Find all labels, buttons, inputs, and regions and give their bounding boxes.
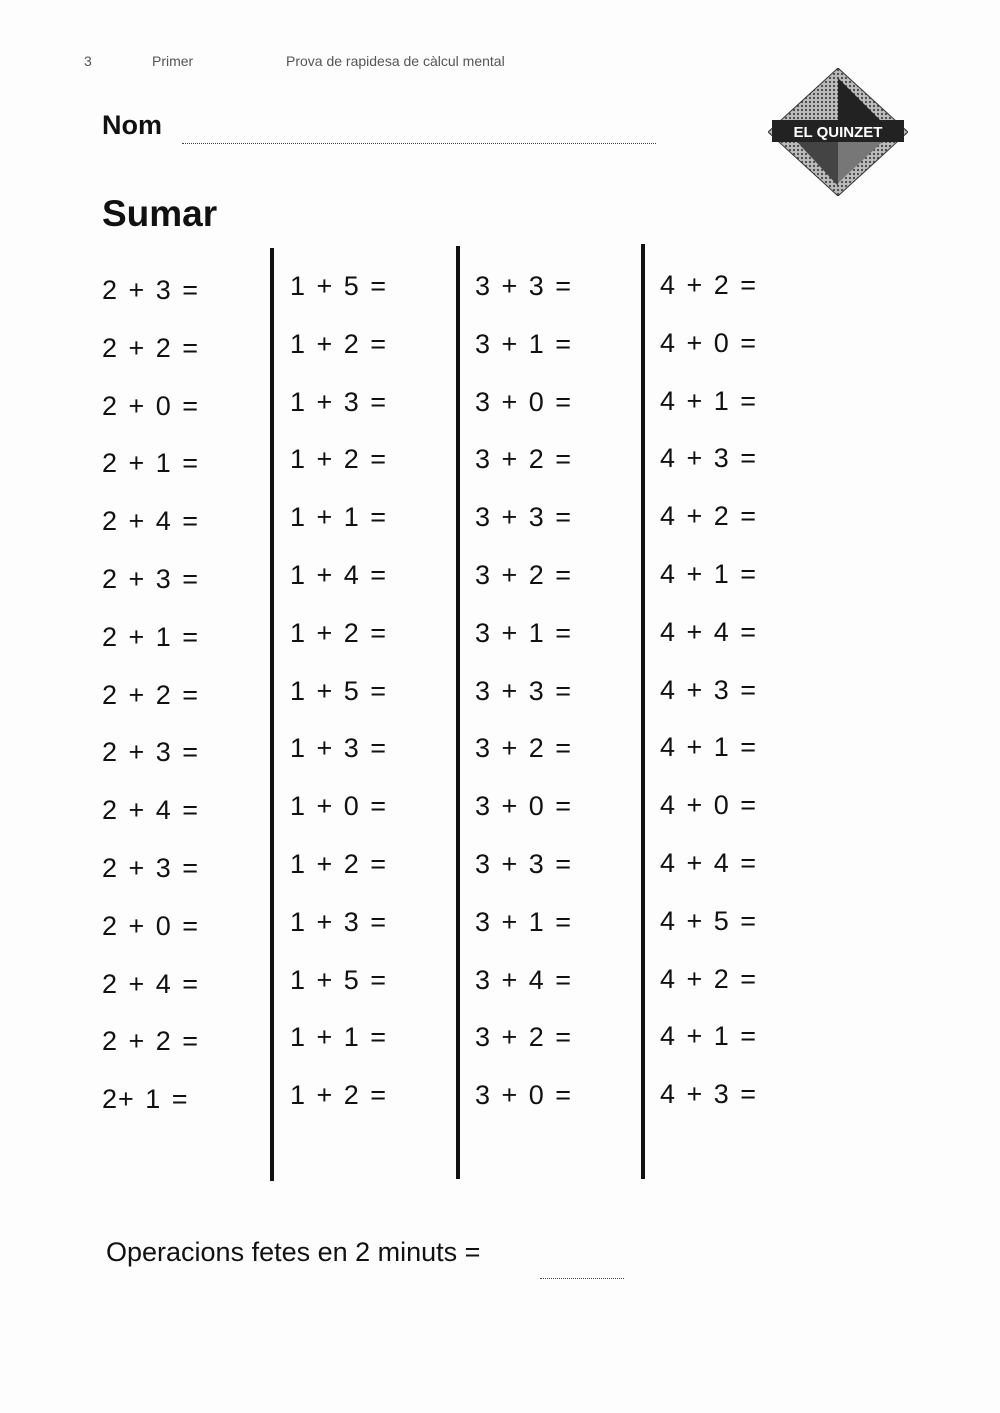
addition-problem: 1 + 3 = bbox=[290, 906, 388, 937]
addition-problem: 2 + 1 = bbox=[102, 621, 200, 652]
addition-problem: 2 + 3 = bbox=[102, 564, 200, 594]
addition-problem: 4 + 2 = bbox=[660, 963, 758, 994]
addition-problem: 2 + 3 = bbox=[102, 275, 200, 305]
addition-problem: 1 + 3 = bbox=[290, 386, 388, 417]
addition-problem: 1 + 3 = bbox=[290, 733, 388, 764]
addition-problem: 1 + 2 = bbox=[290, 617, 388, 648]
addition-problem: 1 + 5 = bbox=[290, 675, 388, 706]
addition-problem: 4 + 0 = bbox=[660, 790, 758, 821]
addition-problem: 1 + 2 = bbox=[290, 328, 388, 359]
addition-problem: 1 + 2 = bbox=[290, 849, 388, 879]
addition-problem: 2 + 4 = bbox=[102, 968, 200, 999]
addition-problem: 4 + 3 = bbox=[660, 674, 758, 705]
name-field-line[interactable] bbox=[182, 143, 656, 144]
addition-problem: 3 + 0 = bbox=[475, 386, 573, 417]
addition-problem: 4 + 4 = bbox=[660, 848, 758, 878]
addition-problem: 3 + 0 = bbox=[475, 1080, 573, 1111]
name-label: Nom bbox=[102, 110, 162, 140]
column-divider-3 bbox=[641, 244, 645, 1179]
addition-problem: 2 + 3 = bbox=[102, 853, 200, 883]
addition-problem: 1 + 2 = bbox=[290, 444, 388, 475]
addition-problem: 2+ 1 = bbox=[102, 1084, 189, 1115]
addition-problem: 4 + 1 = bbox=[660, 385, 758, 416]
addition-problem: 3 + 2 = bbox=[475, 444, 573, 475]
test-title: Prova de rapidesa de càlcul mental bbox=[286, 53, 505, 69]
addition-problem: 4 + 2 = bbox=[660, 270, 758, 300]
addition-problem: 3 + 3 = bbox=[475, 271, 573, 301]
addition-problem: 4 + 2 = bbox=[660, 501, 758, 532]
addition-problem: 4 + 5 = bbox=[660, 905, 758, 936]
addition-problem: 1 + 1 = bbox=[290, 1022, 388, 1053]
addition-problem: 3 + 1 = bbox=[475, 906, 573, 937]
column-divider-1 bbox=[270, 248, 274, 1181]
operations-count-line[interactable] bbox=[540, 1278, 624, 1279]
addition-problem: 3 + 2 = bbox=[475, 733, 573, 764]
addition-problem: 3 + 3 = bbox=[475, 849, 573, 879]
section-title: Sumar bbox=[102, 193, 218, 234]
addition-problem: 4 + 3 = bbox=[660, 443, 758, 474]
addition-problem: 4 + 1 = bbox=[660, 732, 758, 763]
addition-problem: 1 + 5 = bbox=[290, 964, 388, 995]
addition-problem: 1 + 4 = bbox=[290, 560, 388, 590]
addition-problem: 2 + 3 = bbox=[102, 737, 200, 768]
addition-problem: 3 + 1 = bbox=[475, 328, 573, 359]
addition-problem: 2 + 0 = bbox=[102, 910, 200, 941]
el-quinzet-logo bbox=[768, 68, 908, 196]
addition-problem: 1 + 5 = bbox=[290, 271, 388, 301]
addition-problem: 4 + 4 = bbox=[660, 616, 758, 647]
addition-problem: 1 + 2 = bbox=[290, 1080, 388, 1111]
addition-problem: 4 + 3 = bbox=[660, 1079, 758, 1110]
addition-problem: 3 + 1 = bbox=[475, 617, 573, 648]
addition-problem: 2 + 2 = bbox=[102, 679, 200, 710]
addition-problem: 3 + 4 = bbox=[475, 964, 573, 995]
logo-text: EL QUINZET bbox=[793, 124, 883, 141]
addition-problem: 2 + 2 = bbox=[102, 332, 200, 363]
addition-problem: 3 + 3 = bbox=[475, 675, 573, 706]
addition-problem: 2 + 2 = bbox=[102, 1026, 200, 1057]
addition-problem: 3 + 0 = bbox=[475, 791, 573, 822]
addition-problem: 2 + 4 = bbox=[102, 795, 200, 826]
addition-problem: 4 + 0 = bbox=[660, 327, 758, 358]
page-number: 3 bbox=[84, 53, 92, 69]
level-label: Primer bbox=[152, 53, 194, 69]
addition-problem: 2 + 4 = bbox=[102, 506, 200, 537]
addition-problem: 3 + 2 = bbox=[475, 1022, 573, 1053]
addition-problem: 3 + 2 = bbox=[475, 560, 573, 590]
addition-problem: 2 + 1 = bbox=[102, 448, 200, 479]
addition-problem: 4 + 1 = bbox=[660, 1021, 758, 1052]
addition-problem: 3 + 3 = bbox=[475, 502, 573, 533]
addition-problem: 1 + 0 = bbox=[290, 791, 388, 822]
column-divider-2 bbox=[456, 246, 460, 1179]
addition-problem: 2 + 0 = bbox=[102, 390, 200, 421]
footer-operations-label: Operacions fetes en 2 minuts = bbox=[106, 1237, 481, 1267]
addition-problem: 4 + 1 = bbox=[660, 559, 758, 589]
addition-problem: 1 + 1 = bbox=[290, 502, 388, 533]
